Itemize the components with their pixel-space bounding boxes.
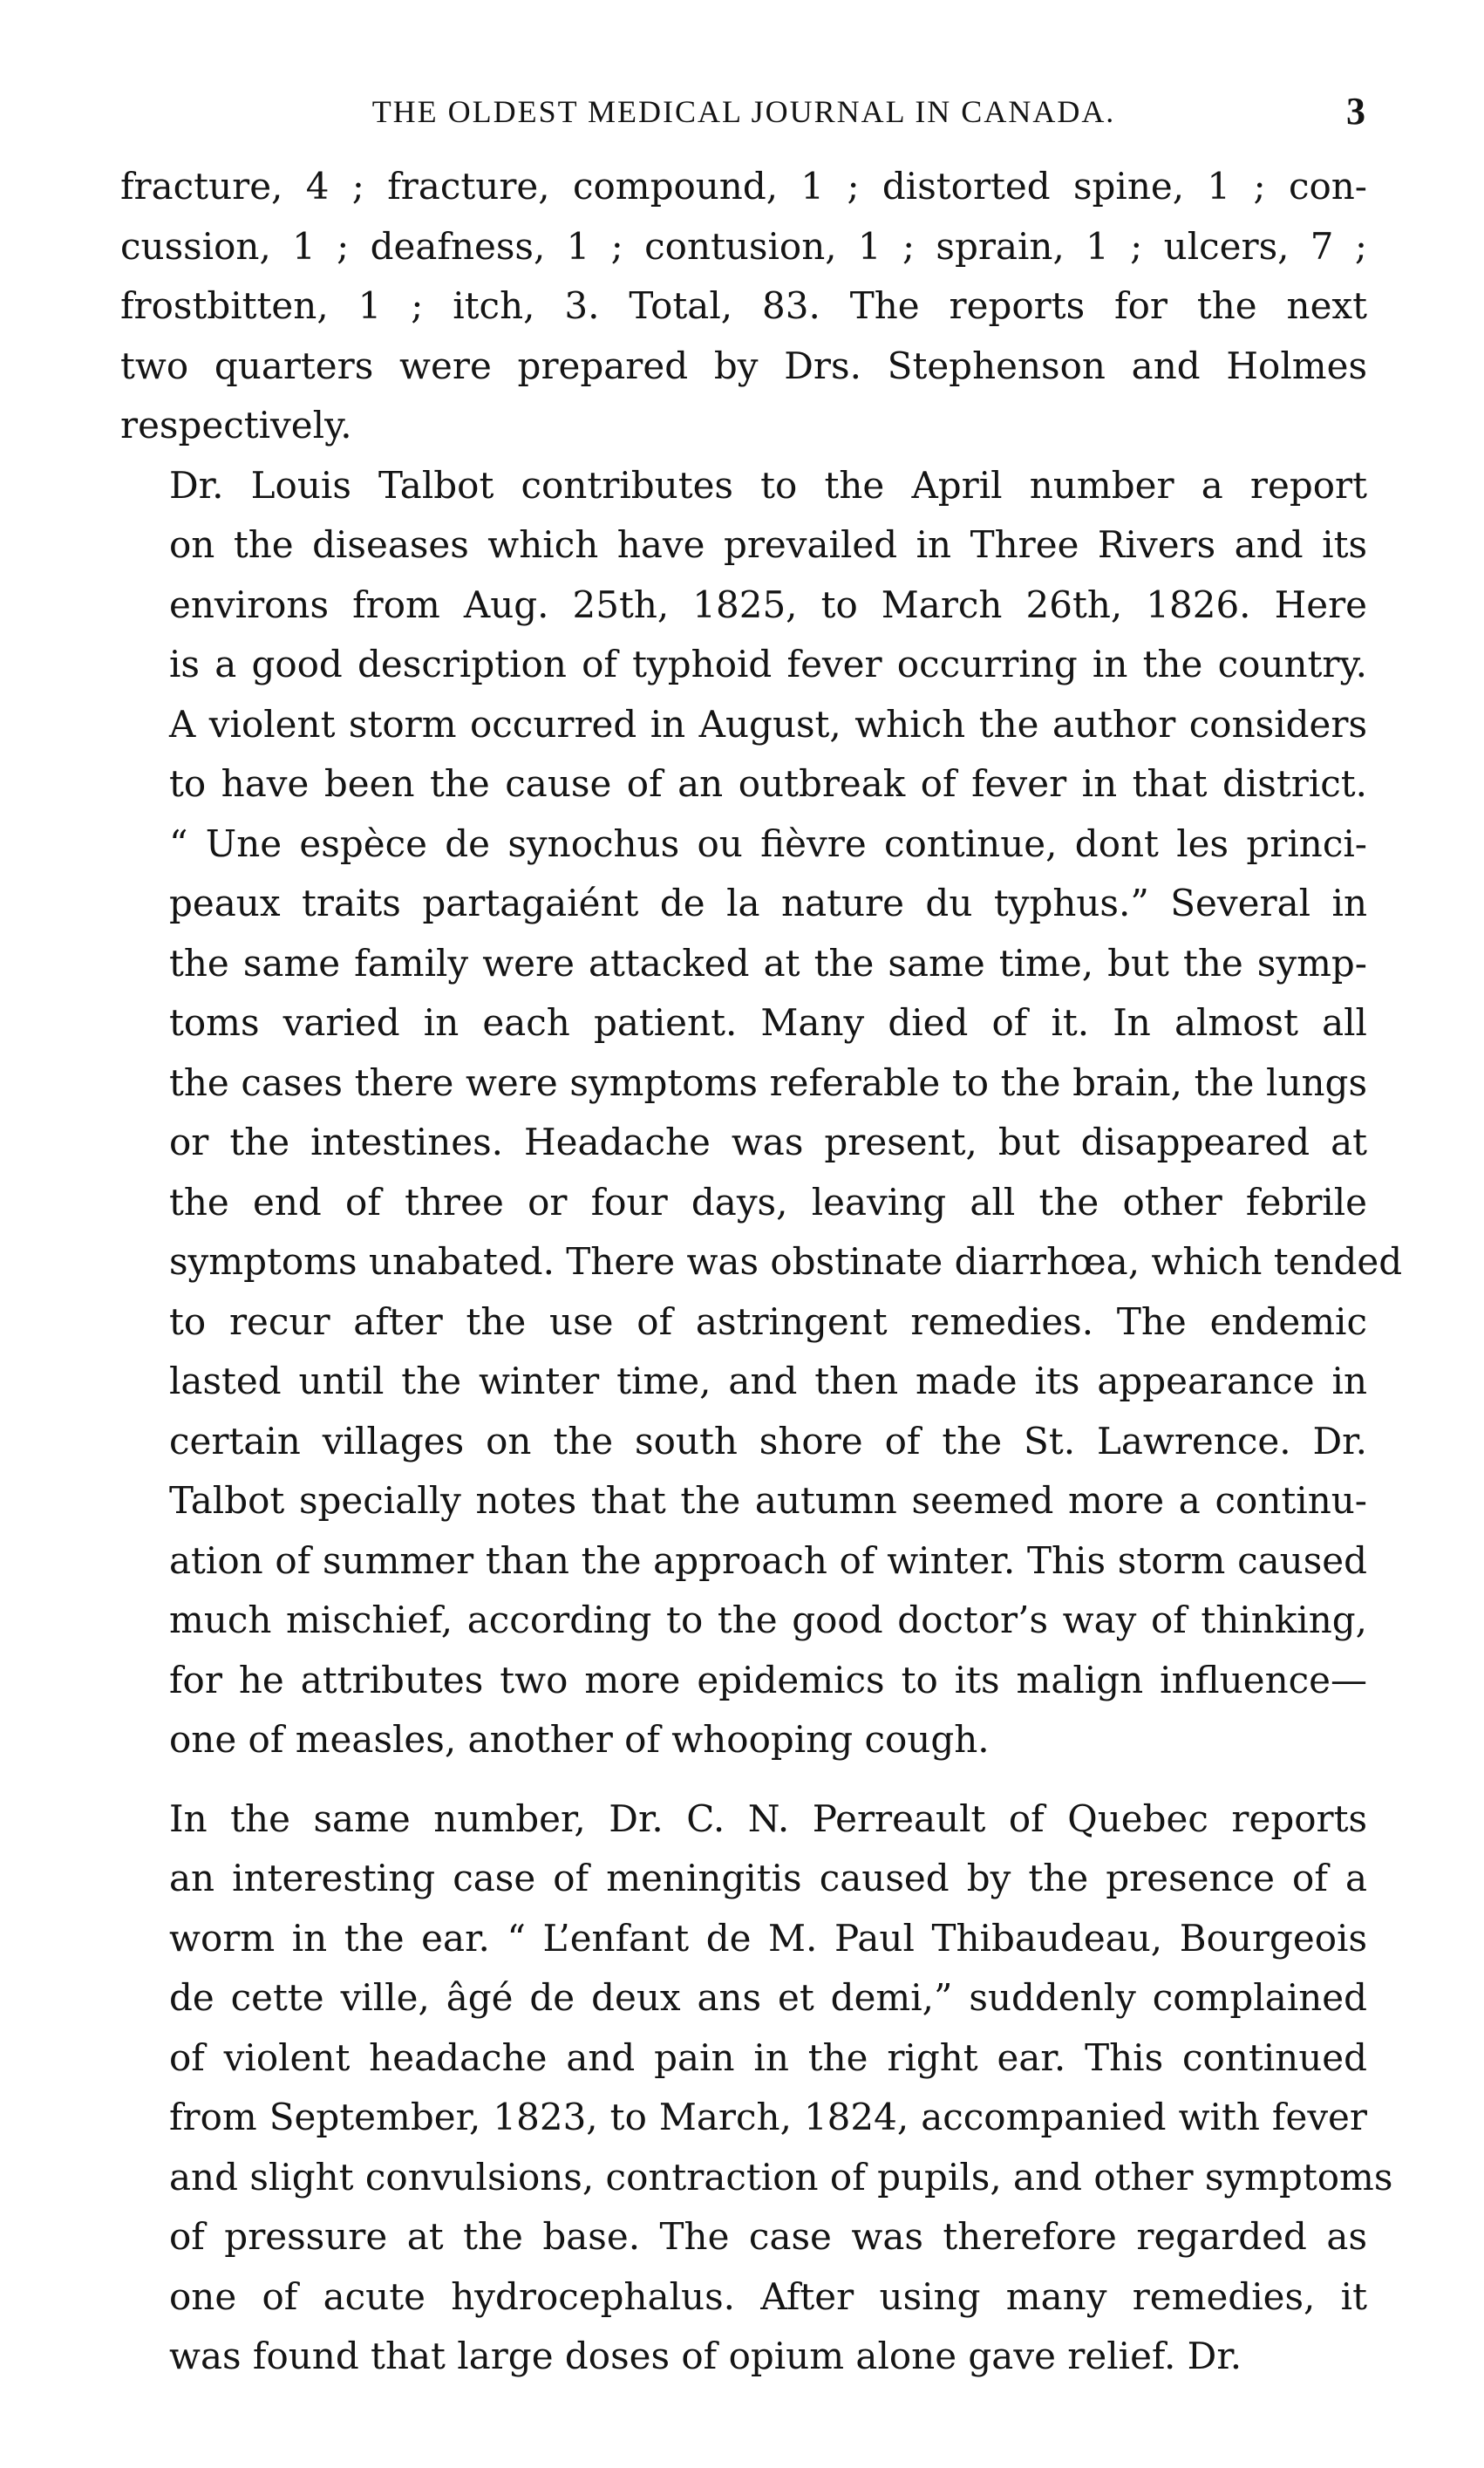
- text-line: the cases there were symptoms referable to the brain, the lungs: [169, 1060, 1367, 1104]
- text-line: from September, 1823, to March, 1824, accompanied with fever: [169, 2096, 1367, 2138]
- text-line: of violent headache and pain in the right ear. This continued: [169, 2035, 1367, 2079]
- text-line: one of measles, another of whooping cough.: [169, 1718, 990, 1761]
- text-line: In the same number, Dr. C. N. Perreault of Quebec reports: [169, 1796, 1367, 1840]
- text-line: an interesting case of meningitis caused by the presence of a: [169, 1857, 1367, 1899]
- text-line: certain villages on the south shore of the St. Lawrence. Dr.: [169, 1419, 1367, 1462]
- text-line: de cette ville, âgé de deux ans et demi,” suddenly complained: [169, 1976, 1367, 2019]
- running-header: [120, 85, 1367, 138]
- text-line: frostbitten, 1 ; itch, 3. Total, 83. The reports for the next: [120, 284, 1367, 327]
- text-line: one of acute hydrocephalus. After using many remedies, it: [169, 2274, 1367, 2318]
- text-line: ation of summer than the approach of winter. This storm caused: [169, 1538, 1367, 1582]
- text-line: is a good description of typhoid fever occurring in the country.: [169, 643, 1367, 685]
- text-line: “ Une espèce de synochus ou fièvre continue, dont les princi-: [169, 822, 1367, 865]
- text-line: Dr. Louis Talbot contributes to the April number a report: [169, 463, 1367, 507]
- running-title: THE OLDEST MEDICAL JOURNAL IN CANADA.: [371, 94, 1116, 129]
- paragraph: [120, 1790, 1393, 2387]
- text-line: Talbot specially notes that the autumn seemed more a continu-: [169, 1479, 1367, 1522]
- text-line: toms varied in each patient. Many died of it. In almost all: [169, 1001, 1367, 1044]
- text-line: lasted until the winter time, and then made its appearance in: [169, 1360, 1367, 1402]
- text-line: to recur after the use of astringent remedies. The endemic: [169, 1299, 1367, 1343]
- body-text: [120, 157, 1403, 2387]
- paragraph: [120, 157, 1367, 456]
- page-number: 3: [1346, 90, 1367, 133]
- text-line: on the diseases which have prevailed in Three Rivers and its: [169, 523, 1367, 566]
- text-line: for he attributes two more epidemics to its malign influence—: [169, 1658, 1367, 1701]
- text-line: symptoms unabated. There was obstinate diarrhœa, which tended: [169, 1240, 1403, 1283]
- text-line: was found that large doses of opium alone gave relief. Dr.: [169, 2335, 1242, 2377]
- text-line: peaux traits partagaiént de la nature du typhus.” Several in: [169, 882, 1367, 924]
- text-line: respectively.: [120, 404, 352, 447]
- text-line: cussion, 1 ; deafness, 1 ; contusion, 1 ; sprain, 1 ; ulcers, 7 ;: [120, 224, 1367, 268]
- text-line: environs from Aug. 25th, 1825, to March 26th, 1826. Here: [169, 583, 1367, 626]
- text-line: two quarters were prepared by Drs. Stephenson and Holmes: [120, 344, 1367, 387]
- text-line: A violent storm occurred in August, which the author considers: [169, 702, 1367, 746]
- text-line: and slight convulsions, contraction of pupils, and other symptoms: [169, 2155, 1393, 2199]
- text-line: the end of three or four days, leaving all the other febrile: [169, 1180, 1367, 1224]
- text-line: or the intestines. Headache was present, but disappeared at: [169, 1121, 1367, 1163]
- text-line: worm in the ear. “ L’enfant de M. Paul Thibaudeau, Bourgeois: [169, 1916, 1367, 1960]
- text-line: the same family were attacked at the same time, but the symp-: [169, 941, 1367, 985]
- paragraph: [120, 456, 1403, 1770]
- text-line: to have been the cause of an outbreak of fever in that district.: [169, 762, 1367, 805]
- document-page: [120, 85, 1403, 2387]
- text-line: fracture, 4 ; fracture, compound, 1 ; distorted spine, 1 ; con-: [120, 165, 1367, 208]
- text-line: much mischief, according to the good doctor’s way of thinking,: [169, 1599, 1367, 1641]
- text-line: of pressure at the base. The case was therefore regarded as: [169, 2215, 1367, 2258]
